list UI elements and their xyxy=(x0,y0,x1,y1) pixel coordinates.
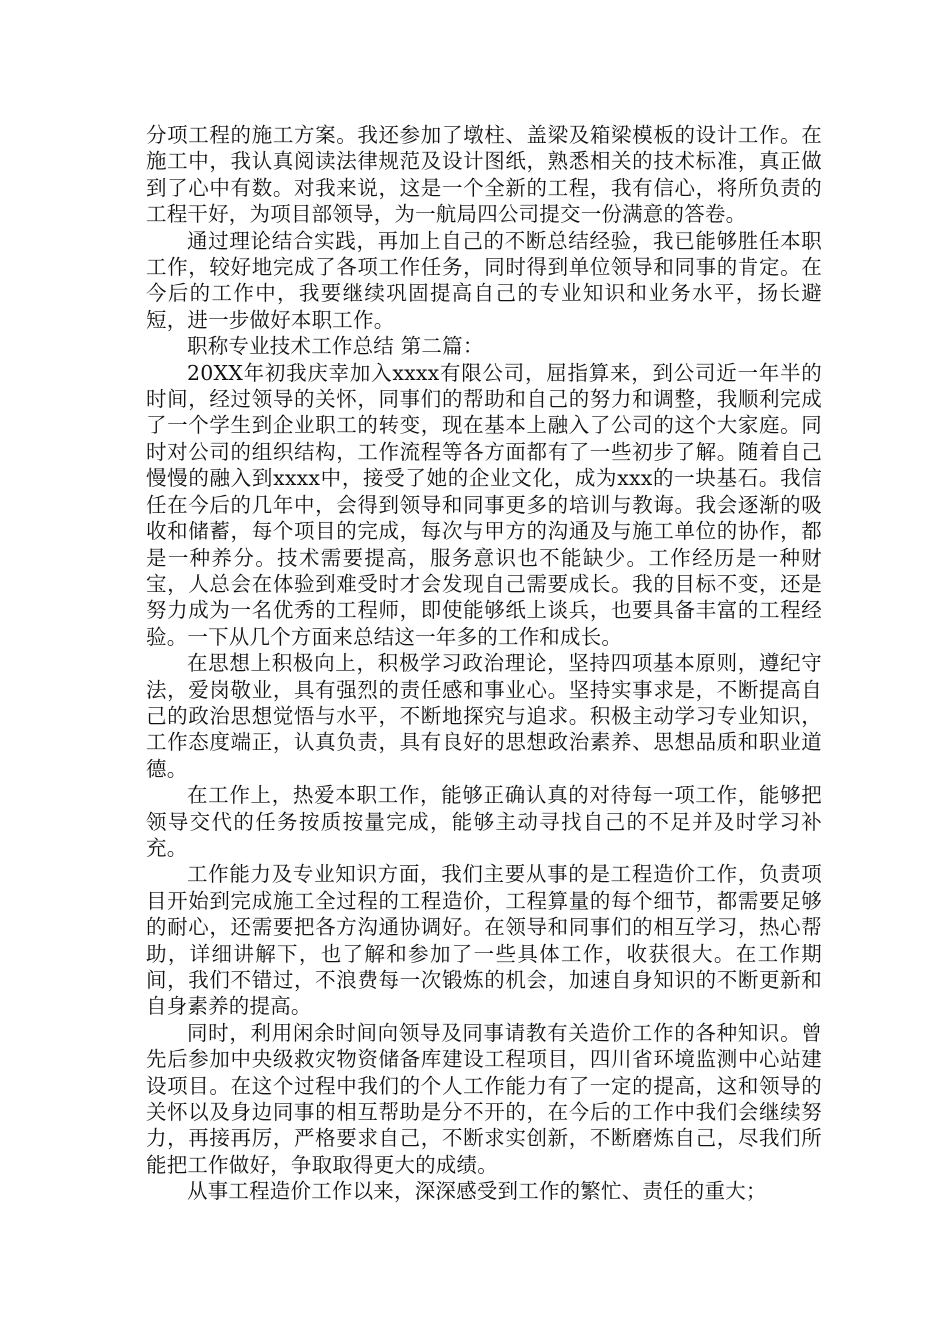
paragraph: 通过理论结合实践，再加上自己的不断总结经验，我已能够胜任本职工作，较好地完成了各项工作任务，同时得到单位领导和同事的肯定。在今后的工作中，我要继续巩固提高自己的专业知识和业务水平，扬长避短，进一步做好本职工作。 xyxy=(146,228,822,332)
paragraph-continuation: 分项工程的施工方案。我还参加了墩柱、盖梁及箱梁模板的设计工作。在施工中，我认真阅读法律规范及设计图纸，熟悉相关的技术标准，真正做到了心中有数。对我来说，这是一个全新的工程，我有信心，将所负责的工程干好，为项目部领导，为一航局四公司提交一份满意的答卷。 xyxy=(146,123,822,227)
section-heading: 职称专业技术工作总结 第二篇： xyxy=(187,334,484,359)
paragraph: 20XX年初我庆幸加入xxxx有限公司，屈指算来，到公司近一年半的时间，经过领导的关怀，同事们的帮助和自己的努力和调整，我顺利完成了一个学生到企业职工的转变，现在基本上融入了公司的这个大家庭。同时对公司的组织结构，工作流程等各方面都有了一些初步了解。随着自己慢慢的融入到xxxx中，接受了她的企业文化，成为xxx的一块基石。我信任在今后的几年中，会得到领导和同事更多的培训与教诲。我会逐渐的吸收和储蓄，每个项目的完成，每次与甲方的沟通及与施工单位的协作，都是一种养分。技术需要提高，服务意识也不能缺少。工作经历是一种财宝，人总会在体验到难受时才会发现自己需要成长。我的目标不变，还是努力成为一名优秀的工程师，即使能够纸上谈兵，也要具备丰富的工程经验。一下从几个方面来总结这一年多的工作和成长。 xyxy=(146,360,822,649)
document-page xyxy=(146,122,822,1205)
paragraph: 在思想上积极向上，积极学习政治理论，坚持四项基本原则，遵纪守法，爱岗敬业，具有强烈的责任感和事业心。坚持实事求是，不断提高自己的政治思想觉悟与水平，不断地探究与追求。积极主动学习专业知识，工作态度端正，认真负责，具有良好的思想政治素养、思想品质和职业道德。 xyxy=(146,651,822,781)
paragraph: 在工作上，热爱本职工作，能够正确认真的对待每一项工作，能够把领导交代的任务按质按量完成，能够主动寻找自己的不足并及时学习补充。 xyxy=(146,783,822,860)
paragraph: 从事工程造价工作以来，深深感受到工作的繁忙、责任的重大； xyxy=(187,1179,767,1204)
paragraph: 工作能力及专业知识方面，我们主要从事的是工程造价工作，负责项目开始到完成施工全过程的工程造价，工程算量的每个细节，都需要足够的耐心，还需要把各方沟通协调好。在领导和同事们的相互学习，热心帮助，详细讲解下，也了解和参加了一些具体工作，收获很大。在工作期间，我们不错过，不浪费每一次锻炼的机会，加速自身知识的不断更新和自身素养的提高。 xyxy=(146,862,822,1019)
paragraph: 同时，利用闲余时间向领导及同事请教有关造价工作的各种知识。曾先后参加中央级救灾物资储备库建设工程项目，四川省环境监测中心站建设项目。在这个过程中我们的个人工作能力有了一定的提高，这和领导的关怀以及身边同事的相互帮助是分不开的，在今后的工作中我们会继续努力，再接再厉，严格要求自己，不断求实创新，不断磨炼自己，尽我们所能把工作做好，争取取得更大的成绩。 xyxy=(146,1020,822,1177)
